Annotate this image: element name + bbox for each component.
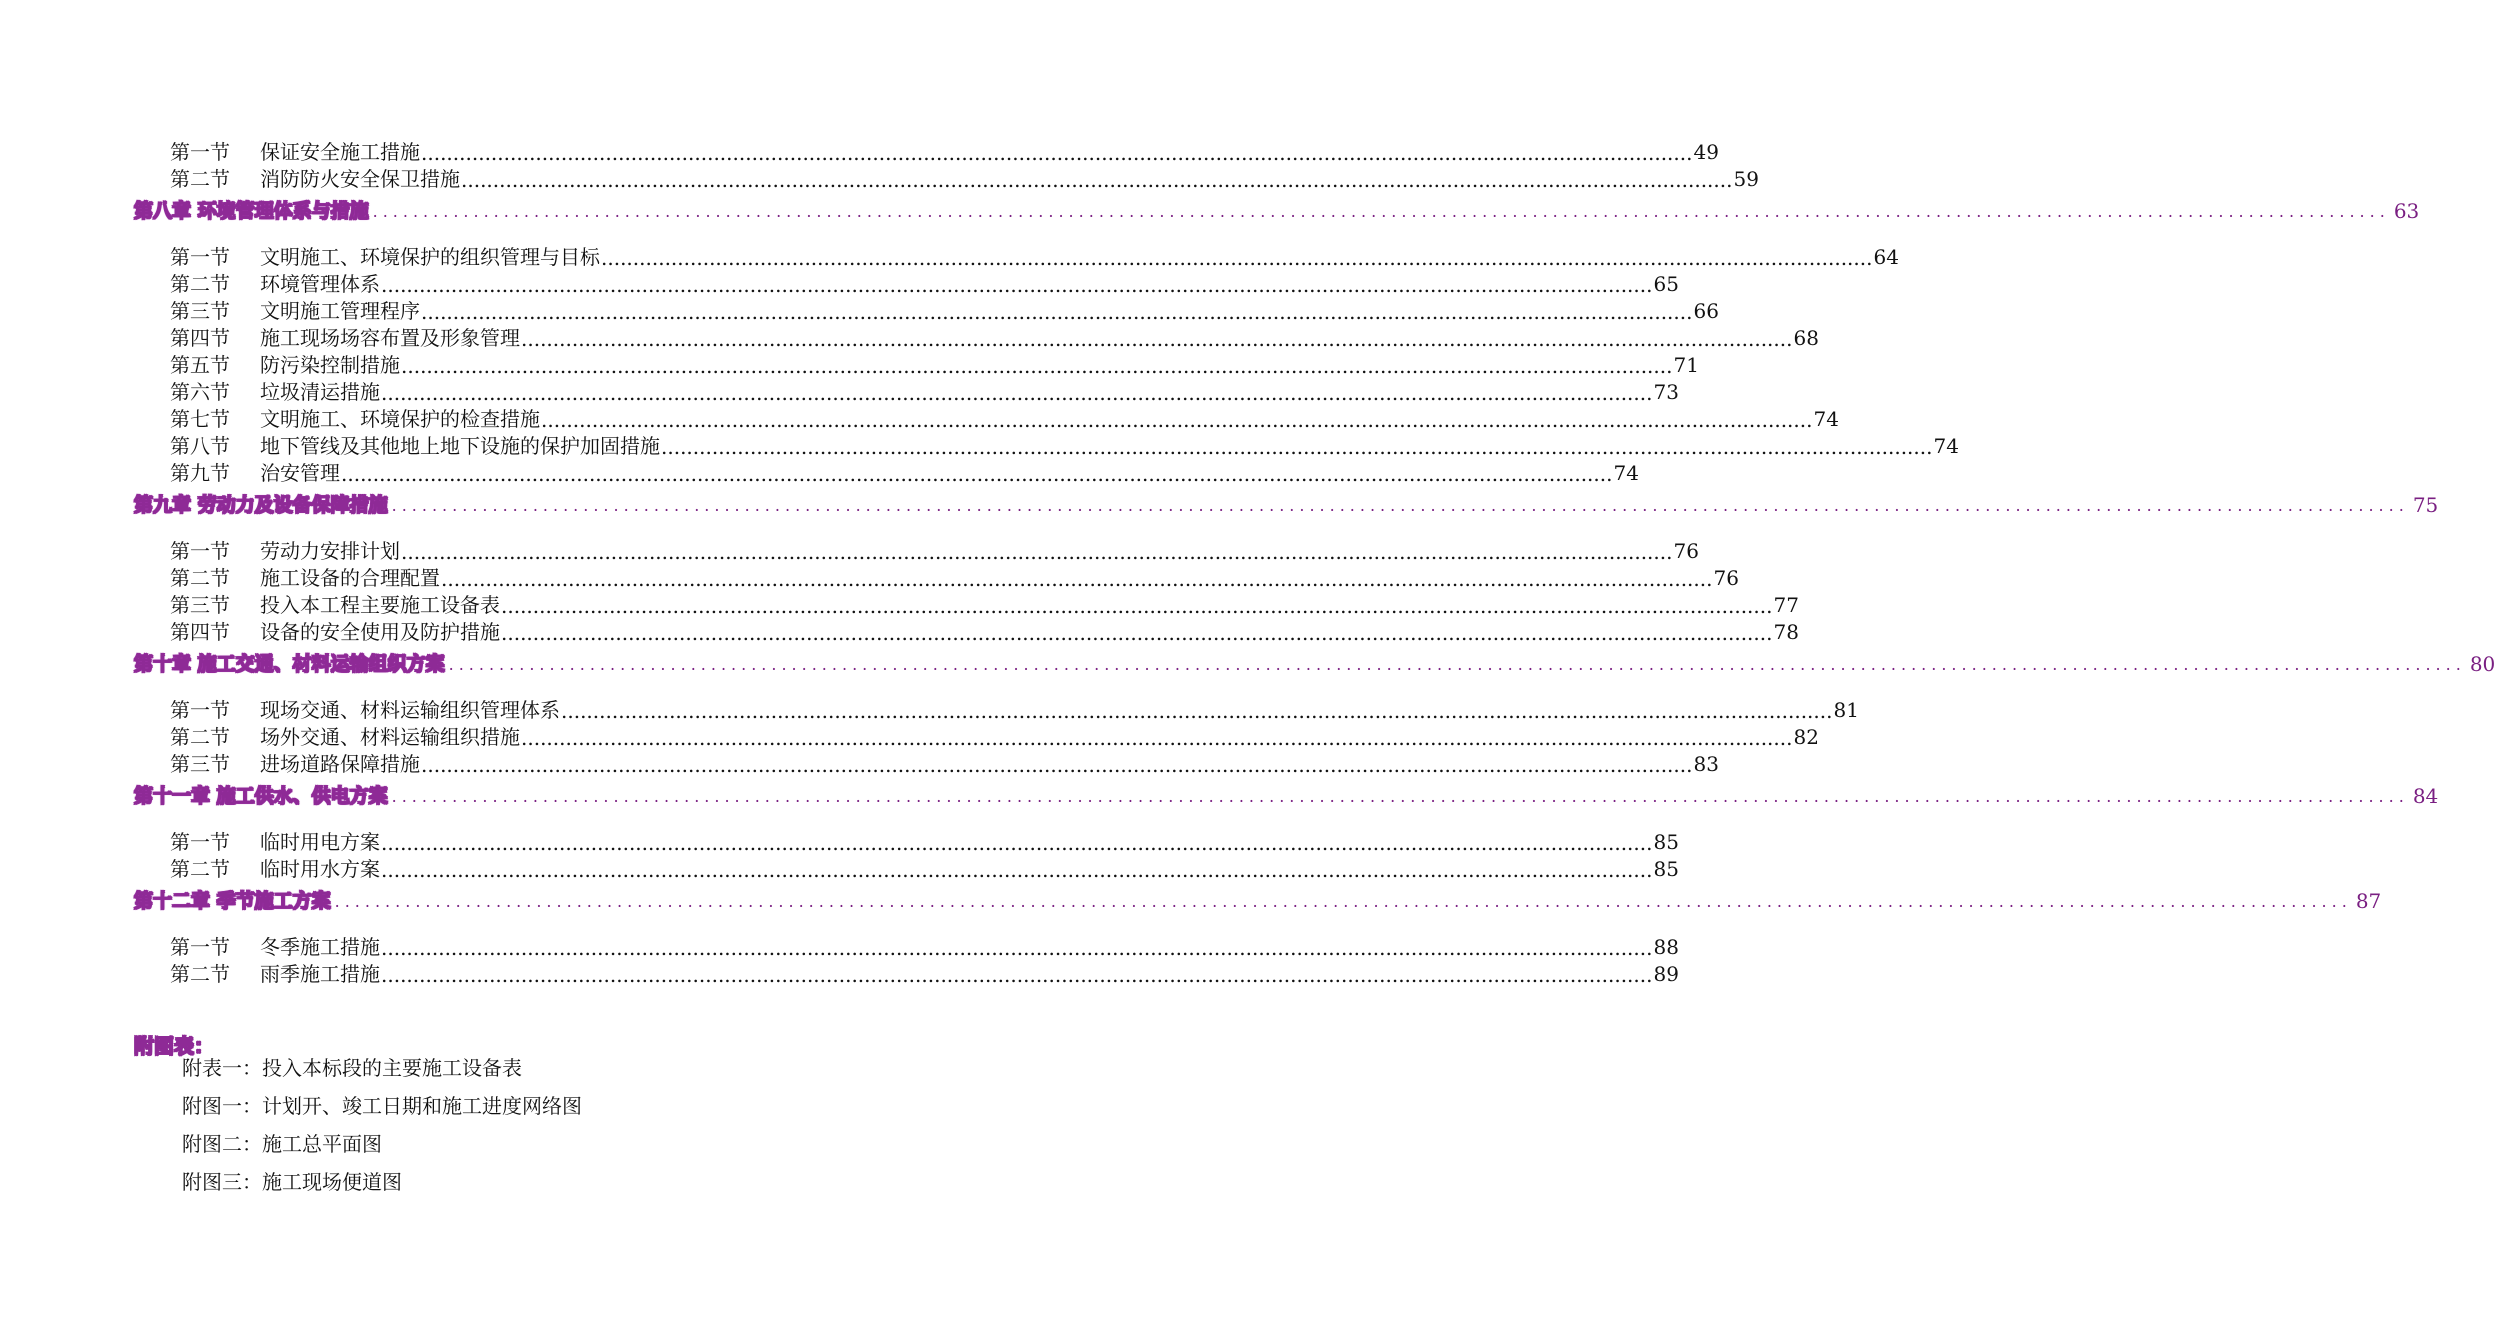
section-title: 治安管理 — [260, 461, 340, 485]
section-title: 施工设备的合理配置 — [260, 566, 440, 590]
dot-leader: ........................................................................................................................................................................................................ — [461, 168, 1733, 192]
dot-leader: ........................................................................................................................................................................................................ — [391, 787, 2409, 806]
dot-leader: ........................................................................................................................................................................................................ — [501, 621, 1773, 645]
section-title: 现场交通、材料运输组织管理体系 — [260, 698, 560, 722]
chapter-page-number: 75 — [2412, 493, 2439, 517]
dot-leader: ........................................................................................................................................................................................................ — [391, 496, 2409, 515]
toc-section-row[interactable] — [170, 243, 1899, 270]
section-page-number: 82 — [1793, 725, 1819, 749]
toc-chapter-row[interactable] — [134, 491, 2439, 517]
chapter-title: 第十章 施工交通、材料运输组织方案 — [134, 653, 445, 675]
dot-leader: ........................................................................................................................................................................................................ — [341, 462, 1613, 486]
dot-leader: ........................................................................................................................................................................................................ — [421, 753, 1693, 777]
section-title: 环境管理体系 — [260, 272, 380, 296]
toc-section-row[interactable] — [170, 960, 1679, 987]
section-number: 第二节 — [170, 167, 230, 191]
section-title: 冬季施工措施 — [260, 935, 380, 959]
section-page-number: 74 — [1813, 407, 1839, 431]
section-page-number: 74 — [1933, 434, 1959, 458]
section-number: 第一节 — [170, 698, 230, 722]
toc-section-row[interactable] — [170, 378, 1679, 405]
appendix-title: 附图表： — [134, 1034, 214, 1058]
section-page-number: 85 — [1653, 857, 1679, 881]
dot-leader: ........................................................................................................................................................................................................ — [381, 381, 1653, 405]
toc-chapter-row[interactable] — [134, 650, 2495, 676]
section-page-number: 71 — [1673, 353, 1699, 377]
section-number: 第二节 — [170, 725, 230, 749]
section-title: 文明施工、环境保护的检查措施 — [260, 407, 540, 431]
chapter-title: 第九章 劳动力及设备保障措施 — [134, 494, 388, 516]
toc-chapter-row[interactable] — [134, 887, 2382, 913]
section-title: 场外交通、材料运输组织措施 — [260, 725, 520, 749]
chapter-page-number: 80 — [2469, 652, 2495, 676]
chapter-page-number: 63 — [2393, 199, 2420, 223]
appendix-item[interactable]: 附图三：施工现场便道图 — [182, 1170, 402, 1194]
section-title: 雨季施工措施 — [260, 962, 380, 986]
section-number: 第三节 — [170, 593, 230, 617]
dot-leader: ........................................................................................................................................................................................................ — [381, 273, 1653, 297]
section-number: 第五节 — [170, 353, 230, 377]
toc-section-row[interactable] — [170, 138, 1719, 165]
section-number: 第二节 — [170, 566, 230, 590]
appendix-item[interactable]: 附图二：施工总平面图 — [182, 1132, 382, 1156]
section-number: 第三节 — [170, 299, 230, 323]
section-number: 第九节 — [170, 461, 230, 485]
toc-section-row[interactable] — [170, 324, 1819, 351]
section-page-number: 89 — [1653, 962, 1679, 986]
section-number: 第三节 — [170, 752, 230, 776]
section-title: 消防防火安全保卫措施 — [260, 167, 460, 191]
section-title: 投入本工程主要施工设备表 — [260, 593, 500, 617]
toc-section-row[interactable] — [170, 270, 1679, 297]
chapter-page-number: 87 — [2355, 889, 2382, 913]
section-title: 垃圾清运措施 — [260, 380, 380, 404]
section-page-number: 78 — [1773, 620, 1799, 644]
section-number: 第二节 — [170, 962, 230, 986]
toc-section-row[interactable] — [170, 933, 1679, 960]
section-title: 文明施工管理程序 — [260, 299, 420, 323]
toc-section-row[interactable] — [170, 618, 1799, 645]
dot-leader: ........................................................................................................................................................................................................ — [381, 831, 1653, 855]
section-page-number: 76 — [1673, 539, 1699, 563]
section-page-number: 59 — [1733, 167, 1759, 191]
section-title: 进场道路保障措施 — [260, 752, 420, 776]
dot-leader: ........................................................................................................................................................................................................ — [421, 300, 1693, 324]
section-title: 设备的安全使用及防护措施 — [260, 620, 500, 644]
section-title: 文明施工、环境保护的组织管理与目标 — [260, 245, 600, 269]
toc-section-row[interactable] — [170, 591, 1799, 618]
dot-leader: ........................................................................................................................................................................................................ — [381, 858, 1653, 882]
section-title: 临时用电方案 — [260, 830, 380, 854]
toc-section-row[interactable] — [170, 297, 1719, 324]
dot-leader: ........................................................................................................................................................................................................ — [561, 699, 1833, 723]
section-page-number: 74 — [1613, 461, 1639, 485]
toc-chapter-row[interactable] — [134, 782, 2439, 808]
toc-section-row[interactable] — [170, 405, 1839, 432]
toc-section-row[interactable] — [170, 564, 1739, 591]
toc-section-row[interactable] — [170, 432, 1959, 459]
toc-section-row[interactable] — [170, 750, 1719, 777]
dot-leader: ........................................................................................................................................................................................................ — [381, 936, 1653, 960]
section-number: 第四节 — [170, 326, 230, 350]
section-number: 第二节 — [170, 272, 230, 296]
section-number: 第一节 — [170, 935, 230, 959]
section-page-number: 85 — [1653, 830, 1679, 854]
toc-chapter-row[interactable] — [134, 197, 2420, 223]
section-page-number: 83 — [1693, 752, 1719, 776]
dot-leader: ........................................................................................................................................................................................................ — [401, 354, 1673, 378]
toc-section-row[interactable] — [170, 855, 1679, 882]
section-number: 第四节 — [170, 620, 230, 644]
section-page-number: 66 — [1693, 299, 1719, 323]
dot-leader: ........................................................................................................................................................................................................ — [521, 327, 1793, 351]
section-page-number: 81 — [1833, 698, 1859, 722]
section-page-number: 68 — [1793, 326, 1819, 350]
chapter-title: 第十一章 施工供水、供电方案 — [134, 785, 388, 807]
section-page-number: 73 — [1653, 380, 1679, 404]
section-page-number: 64 — [1873, 245, 1899, 269]
section-number: 第一节 — [170, 140, 230, 164]
dot-leader: ........................................................................................................................................................................................................ — [381, 963, 1653, 987]
section-number: 第一节 — [170, 539, 230, 563]
section-number: 第八节 — [170, 434, 230, 458]
dot-leader: ........................................................................................................................................................................................................ — [541, 408, 1813, 432]
toc-section-row[interactable] — [170, 723, 1819, 750]
toc-section-row[interactable] — [170, 459, 1639, 486]
appendix-item[interactable]: 附表一：投入本标段的主要施工设备表 — [182, 1056, 522, 1080]
toc-section-row[interactable] — [170, 537, 1699, 564]
dot-leader: ........................................................................................................................................................................................................ — [334, 892, 2352, 911]
section-page-number: 88 — [1653, 935, 1679, 959]
section-title: 保证安全施工措施 — [260, 140, 420, 164]
dot-leader: ........................................................................................................................................................................................................ — [501, 594, 1773, 618]
section-page-number: 49 — [1693, 140, 1719, 164]
toc-section-row[interactable] — [170, 351, 1699, 378]
section-number: 第一节 — [170, 830, 230, 854]
section-number: 第六节 — [170, 380, 230, 404]
toc-section-row[interactable] — [170, 828, 1679, 855]
chapter-title: 第十二章 季节施工方案 — [134, 890, 331, 912]
dot-leader: ........................................................................................................................................................................................................ — [601, 246, 1873, 270]
appendix-item[interactable]: 附图一：计划开、竣工日期和施工进度网络图 — [182, 1094, 582, 1118]
section-number: 第一节 — [170, 245, 230, 269]
dot-leader: ........................................................................................................................................................................................................ — [448, 655, 2466, 674]
section-page-number: 76 — [1713, 566, 1739, 590]
section-title: 临时用水方案 — [260, 857, 380, 881]
section-title: 劳动力安排计划 — [260, 539, 400, 563]
chapter-page-number: 84 — [2412, 784, 2439, 808]
chapter-title: 第八章 环境管理体系与措施 — [134, 200, 369, 222]
dot-leader: ........................................................................................................................................................................................................ — [401, 540, 1673, 564]
dot-leader: ........................................................................................................................................................................................................ — [441, 567, 1713, 591]
dot-leader: ........................................................................................................................................................................................................ — [421, 141, 1693, 165]
dot-leader: ........................................................................................................................................................................................................ — [372, 202, 2390, 221]
section-page-number: 77 — [1773, 593, 1799, 617]
toc-section-row[interactable] — [170, 696, 1859, 723]
section-title: 防污染控制措施 — [260, 353, 400, 377]
section-number: 第七节 — [170, 407, 230, 431]
section-page-number: 65 — [1653, 272, 1679, 296]
toc-section-row[interactable] — [170, 165, 1759, 192]
dot-leader: ........................................................................................................................................................................................................ — [661, 435, 1933, 459]
section-title: 施工现场场容布置及形象管理 — [260, 326, 520, 350]
dot-leader: ........................................................................................................................................................................................................ — [521, 726, 1793, 750]
section-number: 第二节 — [170, 857, 230, 881]
section-title: 地下管线及其他地上地下设施的保护加固措施 — [260, 434, 660, 458]
